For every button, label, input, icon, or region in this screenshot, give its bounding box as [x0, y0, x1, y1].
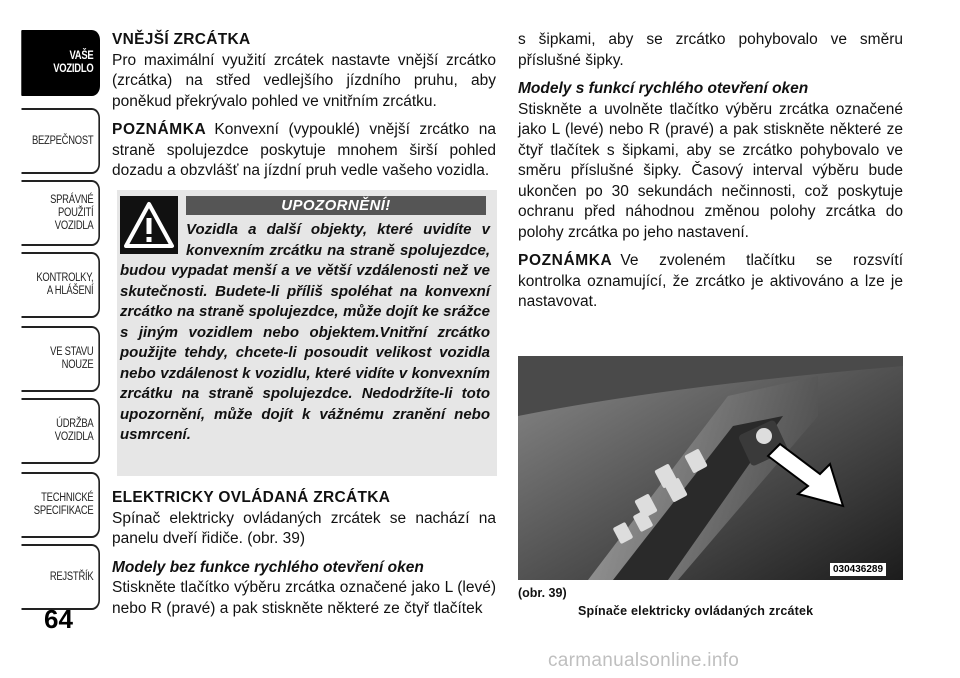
left-column-bottom: [112, 488, 496, 627]
tab-spravne-pouziti[interactable]: [21, 180, 100, 246]
paragraph: Spínač elektricky ovládaných zrcátek se nachází na panelu dveří řidiče. (obr. 39): [112, 509, 496, 547]
figure-number: (obr. 39): [518, 586, 567, 600]
tab-udrzba[interactable]: [21, 398, 100, 464]
tab-kontrolky[interactable]: [21, 252, 100, 318]
note-text: Konvexní (vypouklé) vnější zrcátko na straně spolujezdce poskytuje mnohem širší pohled dozadu a obzvlášť na jízdní pruh vedle vašeho vozidla.: [112, 121, 496, 179]
tab-label: ÚDRŽBA VOZIDLA: [54, 418, 94, 443]
figure-caption: Spínače elektricky ovládaných zrcátek: [578, 604, 814, 618]
door-panel-illustration: [518, 356, 903, 580]
heading-elektricky-ovladana-zrcatka: ELEKTRICKY OVLÁDANÁ ZRCÁTKA: [112, 489, 391, 506]
warning-body: [120, 220, 490, 446]
tab-technicke-specifikace[interactable]: [21, 472, 100, 538]
paragraph: s šipkami, aby se zrcátko pohybovalo ve směru příslušné šipky.: [518, 31, 903, 69]
paragraph: Stiskněte a uvolněte tlačítko výběru zrcátka označené jako L (levé) nebo R (pravé) a pak stiskněte některé ze čtyř tlačítek s šipkami, aby se zrcátko pohybovalo ve směru příslušné šipky. Časový interval výběru bude ukončen po 30 sekundách nečinnosti, což poskytuje ochranu před náhodnou změnou polohy zrcátka do polohy zrcátka po jeho nastavení.: [518, 100, 903, 241]
figure-code: 030436289: [830, 563, 886, 576]
left-column-top: [112, 30, 496, 190]
tab-rejstrik[interactable]: [21, 544, 100, 610]
watermark-text: carmanualsonline.info: [548, 650, 740, 671]
tab-label: BEZPEČNOST: [31, 134, 94, 147]
paragraph: Pro maximální využití zrcátek nastavte vnější zrcátko (zrcátka) na střed vedlejšího jízdního pruhu, aby poněkud překrývalo pohled ve vnitřním zrcátku.: [112, 51, 496, 110]
note-paragraph: [112, 120, 496, 182]
tab-ve-stavu-nouze[interactable]: [21, 326, 100, 392]
figure-mirror-switch: [518, 356, 903, 580]
note-text: Ve zvoleném tlačítku se rozsvítí kontrolka oznamující, že zrcátko je aktivováno a lze je nastavovat.: [518, 252, 903, 310]
tab-label: TECHNICKÉ SPECIFIKACE: [33, 492, 94, 517]
page-number: 64: [44, 604, 73, 634]
warning-text: Vozidla a další objekty, které uvidíte v konvexním zrcátku na straně spolujezdce, budou vypadat menší a ve větší vzdálenosti než ve skutečnosti. Budete-li příliš spoléhat na konvexní zrcátko na straně spolujezdce, může dojít ke srážce s jiným vozidlem nebo objektem.Vnitřní zrcátko použijte tehdy, chcete-li posoudit velikost vozidla nebo vzdálenost k vozidlu, které vidíte v konvexním zrcátku na straně spolujezdce. Nedodržíte-li toto upozornění, může dojít k vážnému zranění nebo usmrcení.: [120, 221, 490, 443]
tab-label: REJSTŘÍK: [49, 570, 94, 583]
tab-bezpecnost[interactable]: [21, 108, 100, 174]
subheading: Modely bez funkce rychlého otevření oken: [112, 558, 424, 576]
note-label: POZNÁMKA: [112, 121, 207, 138]
tab-label: VAŠE VOZIDLO: [53, 50, 94, 75]
right-column: [518, 30, 903, 321]
warning-title: UPOZORNĚNÍ!: [186, 196, 486, 215]
paragraph: Stiskněte tlačítko výběru zrcátka označené jako L (levé) nebo R (pravé) a pak stiskněte některé ze čtyř tlačítek: [112, 579, 496, 617]
chapter-sidebar: [0, 0, 103, 678]
tab-label: SPRÁVNÉ POUŽITÍ VOZIDLA: [50, 193, 94, 232]
heading-vnejsi-zrcatka: VNĚJŠÍ ZRCÁTKA: [112, 31, 251, 48]
tab-label: VE STAVU NOUZE: [50, 346, 94, 371]
subheading: Modely s funkcí rychlého otevření oken: [518, 80, 809, 97]
tab-vase-vozidlo[interactable]: [21, 30, 100, 96]
tab-label: KONTROLKY, A HLÁŠENÍ: [36, 272, 94, 297]
note-label: POZNÁMKA: [518, 252, 613, 269]
note-paragraph: [518, 251, 903, 313]
